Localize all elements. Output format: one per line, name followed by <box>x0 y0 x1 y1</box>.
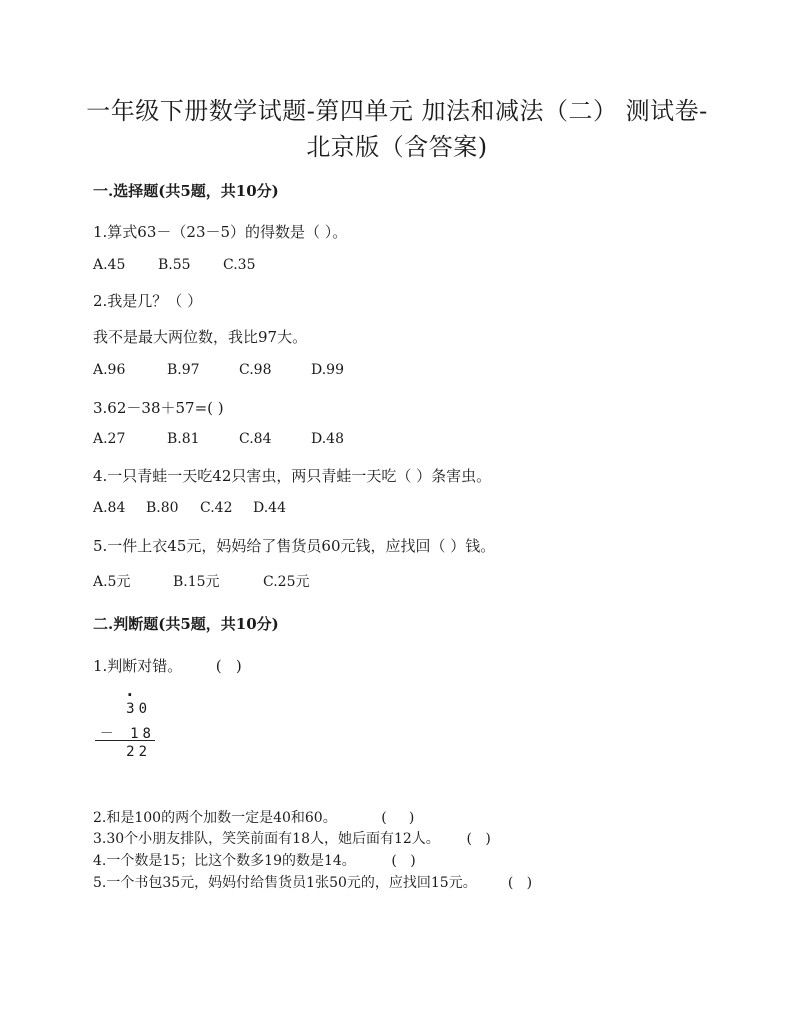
difference: 22 <box>126 744 151 760</box>
option-c: C.84 <box>239 431 272 447</box>
option-c: C.98 <box>239 362 272 378</box>
question-1: 1.算式63－（23－5）的得数是（ ）。 <box>93 223 348 241</box>
option-a: A.45 <box>93 257 126 273</box>
option-c: C.42 <box>200 500 233 516</box>
vertical-subtraction <box>95 685 165 765</box>
section-heading-choice: 一.选择题(共5题，共10分) <box>93 182 279 200</box>
judgement-question-1: 1.判断对错。 ( ) <box>93 657 242 675</box>
option-b: B.80 <box>146 500 179 516</box>
divider-line <box>95 740 155 741</box>
question-3: 3.62－38＋57=( ) <box>93 399 224 417</box>
option-b: B.97 <box>167 362 200 378</box>
judgement-question-2: 2.和是100的两个加数一定是40和60。 ( ) <box>93 810 415 826</box>
question-4: 4.一只青蛙一天吃42只害虫，两只青蛙一天吃（ ）条害虫。 <box>93 467 492 485</box>
judgement-question-3: 3.30个小朋友排队，笑笑前面有18人，她后面有12人。 ( ) <box>93 831 491 847</box>
option-a: A.84 <box>93 500 126 516</box>
option-b: B.81 <box>167 431 200 447</box>
carry-dot: · <box>125 685 135 704</box>
minuend: 30 <box>126 701 151 717</box>
subtrahend: － 18 <box>99 726 155 742</box>
option-d: D.99 <box>311 362 344 378</box>
option-b: B.55 <box>158 257 191 273</box>
option-b: B.15元 <box>173 574 220 590</box>
page-title-line2: 北京版（含答案) <box>306 133 488 161</box>
option-d: D.48 <box>311 431 344 447</box>
question-5: 5.一件上衣45元，妈妈给了售货员60元钱，应找回（ ）钱。 <box>93 537 496 555</box>
page-title-line1: 一年级下册数学试题-第四单元 加法和减法（二） 测试卷- <box>86 97 708 125</box>
question-2-subtext: 我不是最大两位数，我比97大。 <box>93 328 308 346</box>
option-a: A.96 <box>93 362 126 378</box>
question-2: 2.我是几？（ ） <box>93 292 203 310</box>
option-c: C.35 <box>223 257 256 273</box>
judgement-question-4: 4.一个数是15；比这个数多19的数是14。 ( ) <box>93 853 416 869</box>
judgement-question-5: 5.一个书包35元，妈妈付给售货员1张50元的，应找回15元。 ( ) <box>93 875 533 891</box>
option-a: A.27 <box>93 431 126 447</box>
option-c: C.25元 <box>263 574 310 590</box>
option-d: D.44 <box>253 500 286 516</box>
option-a: A.5元 <box>93 574 131 590</box>
section-heading-judgement: 二.判断题(共5题，共10分) <box>93 615 279 633</box>
